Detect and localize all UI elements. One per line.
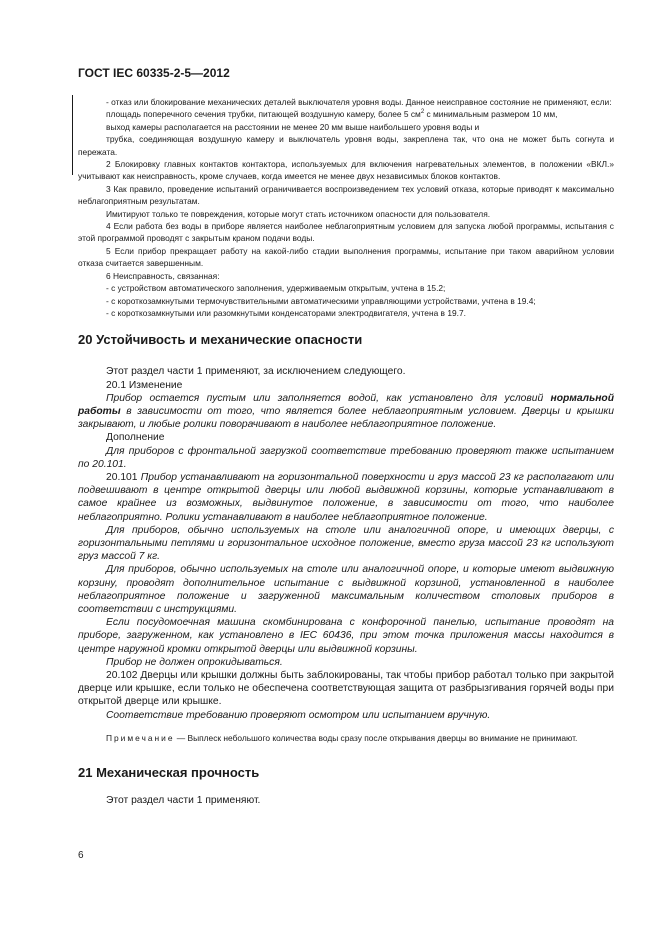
section-heading: 21 Механическая прочность: [78, 765, 260, 781]
change-bar: [72, 95, 73, 175]
text-run: Прибор устанавливают на горизонтальной поверхности и груз массой 23 кг располагают или подвешивают в центре открытой дверцы или любой выдвижной корзины, которые устанавливают в самое крайнее из возможных, выдвинутое положение, в зависимости от того, что наиболее неблагоприятно. Ролики устанавливают в наиболее неблагоприятное положение.: [78, 471, 614, 523]
paragraph: 4 Если работа без воды в приборе является наиболее неблагоприятным условием для запуска любой программы, испытания с этой программой проводят с закрытым краном подачи воды.: [78, 221, 614, 244]
clause-label: Дополнение: [106, 432, 165, 444]
paragraph: Для приборов с фронтальной загрузкой соответствие требованию проверяют также испытанием по 20.101.: [78, 445, 614, 470]
paragraph: выход камеры располагается на расстоянии не менее 20 мм выше наибольшего уровня воды и: [106, 121, 480, 132]
paragraph: Этот раздел части 1 применяют.: [106, 795, 261, 807]
text-run: с минимальным размером 10 мм,: [424, 109, 558, 120]
paragraph: 6 Неисправность, связанная:: [106, 270, 220, 281]
paragraph: Прибор не должен опрокидываться.: [106, 656, 283, 668]
list-item: - с короткозамкнутыми или разомкнутыми конденсаторами электродвигателя, учтена в 19.7.: [106, 307, 466, 318]
paragraph: 5 Если прибор прекращает работу на какой-либо стадии выполнения программы, испытание при таком аварийном условии отказа считается завершенным.: [78, 245, 614, 269]
paragraph: трубка, соединяющая воздушную камеру и выключатель уровня воды, закреплена так, что она не может быть согнута и пережата.: [78, 134, 614, 157]
paragraph: Имитируют только те повреждения, которые могут стать источником опасности для пользователя.: [106, 208, 491, 219]
clause-label: 20.1 Изменение: [106, 379, 183, 391]
superscript: 2: [420, 109, 425, 116]
paragraph: [78, 471, 614, 524]
section-heading: 20 Устойчивость и механические опасности: [78, 332, 363, 348]
clause-number: 20.101: [106, 471, 141, 483]
list-item: - с короткозамкнутыми термочувствительными автоматическими управляющими устройствами, учтена в 19.4;: [106, 295, 536, 306]
document-body: [78, 96, 614, 807]
document-header: ГОСТ IEC 60335-2-5—2012: [78, 66, 230, 80]
paragraph: 3 Как правило, проведение испытаний ограничивается воспроизведением тех условий отказа, которые приводят к максимально неблагоприятным результатам.: [78, 183, 614, 207]
paragraph: [78, 108, 614, 120]
paragraph: Этот раздел части 1 применяют, за исключением следующего.: [106, 366, 406, 378]
note-label: Примечание: [106, 732, 175, 743]
paragraph: - отказ или блокирование механических деталей выключателя уровня воды. Данное неисправное состояние не применяют, если:: [106, 97, 612, 107]
text-run: Прибор остается пустым или заполняется водой, как установлено для условий: [106, 392, 551, 404]
paragraph: Для приборов, обычно используемых на столе или аналогичной опоре, и которые имеют выдвижную корзину, проводят дополнительное испытание с выдвижной корзиной, установленной в наиболее неблагоприятное положение и загруженной максимальным количеством столовых приборов в соответствии с инструкциями.: [78, 564, 614, 615]
paragraph: 2 Блокировку главных контактов контактора, используемых для включения нагревательных элементов, в положении «ВКЛ.» учитывают как неисправность, кроме случаев, когда имеется не менее двух независимых блоков контактов.: [78, 159, 614, 182]
page-number: 6: [78, 850, 84, 861]
paragraph: Для приборов, обычно используемых на столе или аналогичной опоре, и имеющих дверцы, с горизонтальными петлями и горизонтальное исходное положение, вместо груза массой 23 кг используют груз массой 7 кг.: [78, 524, 614, 563]
list-item: - с устройством автоматического заполнения, удерживаемым открытым, учтена в 15.2;: [106, 283, 446, 294]
paragraph: [78, 392, 614, 432]
note-text: — Выплеск небольшого количества воды сразу после открывания дверцы во внимание не принимают.: [174, 732, 578, 743]
paragraph: Соответствие требованию проверяют осмотром или испытанием вручную.: [106, 709, 491, 721]
text-run: в зависимости от того, что является более неблагоприятным условием. Дверцы и крышки закрывают, и любые ролики поворачивают в наиболее неблагоприятное положение.: [78, 405, 614, 431]
note: [78, 732, 614, 744]
text-run: площадь поперечного сечения трубки, питающей воздушную камеру, более 5 см: [106, 109, 421, 120]
paragraph: Если посудомоечная машина скомбинирована с конфорочной панелью, испытание проводят на приборе, загруженном, как установлено в IEC 60436, при этом точка приложения массы находится в центре наружной кромки открытой дверцы или выдвижной корзины.: [78, 617, 614, 655]
defined-term: нормальной работы: [78, 392, 614, 417]
paragraph: 20.102 Дверцы или крышки должны быть заблокированы, так чтобы прибор работал только при закрытой дверце или крышке, если только не обеспечена соответствующая защита от разбрызгивания горячей воды при открытой дверце или крышке.: [78, 669, 614, 708]
